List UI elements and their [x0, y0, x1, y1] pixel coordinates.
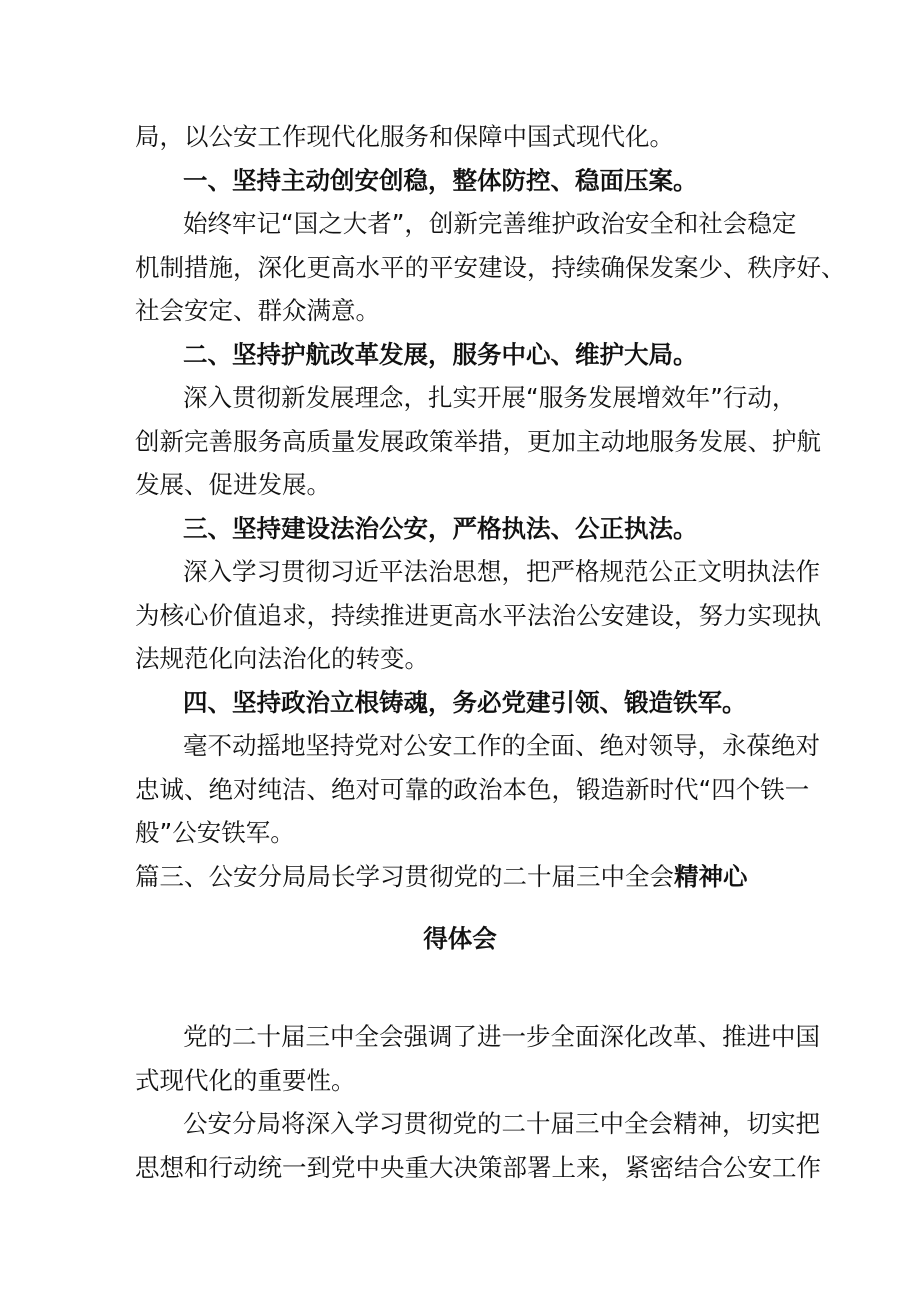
article-title-text: 篇三、公安分局局长学习贯彻党的二十届三中全会: [135, 862, 674, 891]
paragraph-line: 忠诚、绝对纯洁、绝对可靠的政治本色，锻造新时代“四个铁一: [135, 775, 810, 804]
article-title-continuation: 得体会: [423, 924, 497, 953]
paragraph-line: 深入学习贯彻习近平法治思想，把严格规范公正文明执法作: [183, 557, 820, 586]
section-heading-1: 一、坚持主动创安创稳，整体防控、稳面压案。: [183, 166, 698, 195]
section-heading-4: 四、坚持政治立根铸魂，务必党建引领、锻造铁军。: [183, 688, 747, 717]
paragraph-line: 创新完善服务高质量发展政策举措，更加主动地服务发展、护航: [135, 427, 821, 456]
paragraph-line: 党的二十届三中全会强调了进一步全面深化改革、推进中国: [183, 1022, 820, 1051]
paragraph-line: 般”公安铁军。: [135, 818, 295, 847]
paragraph-line: 法规范化向法治化的转变。: [135, 644, 429, 673]
paragraph-line: 始终牢记“国之大者”，创新完善维护政治安全和社会稳定: [183, 209, 797, 238]
paragraph-line: 式现代化的重要性。: [135, 1066, 356, 1095]
section-heading-2: 二、坚持护航改革发展，服务中心、维护大局。: [183, 340, 698, 369]
section-heading-3: 三、坚持建设法治公安，严格执法、公正执法。: [183, 514, 698, 543]
paragraph-line: 深入贯彻新发展理念，扎实开展“服务发展增效年”行动，: [183, 383, 797, 412]
paragraph-line: 社会安定、群众满意。: [135, 296, 380, 325]
article-title-line: [135, 862, 748, 892]
paragraph-line: 发展、促进发展。: [135, 470, 331, 499]
paragraph-line: 公安分局将深入学习贯彻党的二十届三中全会精神，切实把: [183, 1109, 820, 1138]
paragraph-line: 为核心价值追求，持续推进更高水平法治公安建设，努力实现执: [135, 601, 821, 630]
article-title-bold-tail: 精神心: [674, 862, 748, 891]
paragraph-line: 机制措施，深化更高水平的平安建设，持续确保发案少、秩序好、: [135, 253, 846, 282]
paragraph-line: 毫不动摇地坚持党对公安工作的全面、绝对领导，永葆绝对: [183, 731, 820, 760]
paragraph-line: 思想和行动统一到党中央重大决策部署上来，紧密结合公安工作: [135, 1153, 821, 1182]
paragraph-line: 局，以公安工作现代化服务和保障中国式现代化。: [135, 122, 674, 151]
